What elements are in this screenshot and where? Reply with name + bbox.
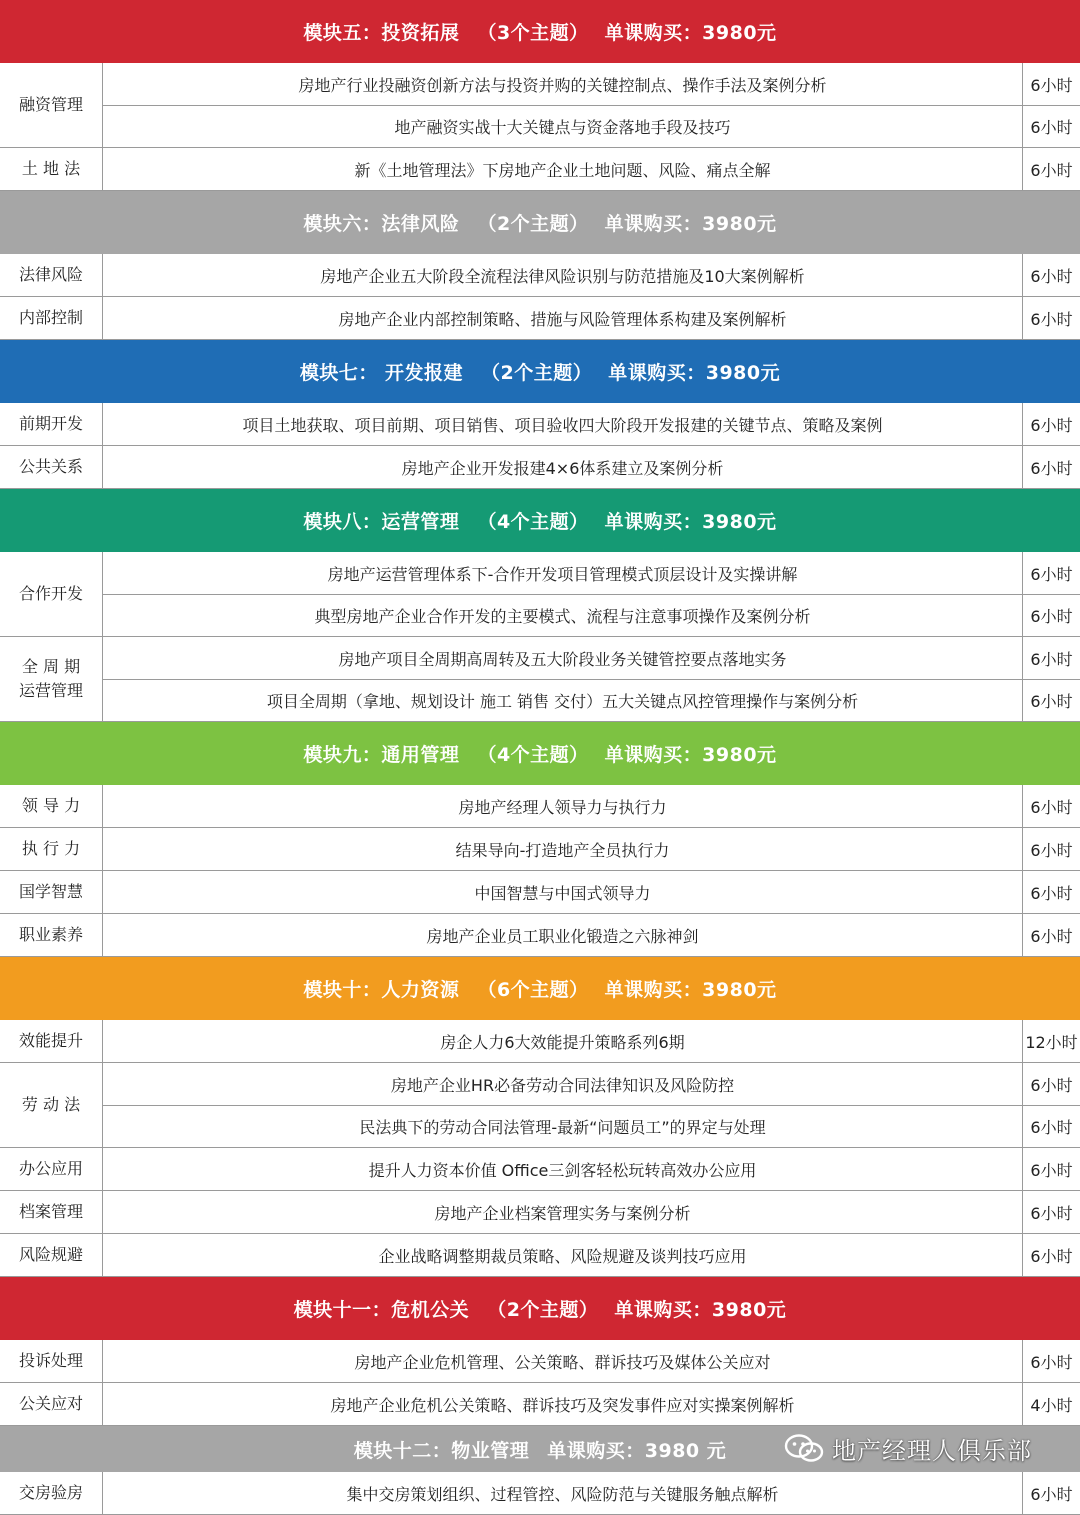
table-row (103, 1148, 1080, 1190)
group-label: 融资管理 (0, 63, 103, 147)
course-topic: 房企人力6大效能提升策略系列6期 (103, 1020, 1023, 1062)
module-title: 模块十一：危机公关 (293, 1299, 470, 1321)
course-topic: 房地产企业五大阶段全流程法律风险识别与防范措施及10大案例解析 (103, 254, 1023, 296)
course-topic: 房地产经理人领导力与执行力 (103, 785, 1023, 827)
course-group (0, 1234, 1080, 1277)
module-topic-count: （6个主题） (477, 979, 589, 1001)
module-header (0, 0, 1080, 63)
module-title: 模块五：投资拓展 (303, 22, 460, 44)
table-row (103, 594, 1080, 636)
group-label: 国学智慧 (0, 871, 103, 913)
group-label: 效能提升 (0, 1020, 103, 1062)
course-topic: 提升人力资本价值 Office三剑客轻松玩转高效办公应用 (103, 1148, 1023, 1190)
course-hours: 6小时 (1030, 1246, 1073, 1266)
module-topic-count: （3个主题） (477, 22, 589, 44)
group-rows (103, 254, 1080, 296)
module-price: 单课购买：3980 元 (547, 1439, 727, 1462)
course-hours: 6小时 (1030, 564, 1073, 584)
table-row (103, 1383, 1080, 1425)
course-topic: 房地产企业内部控制策略、措施与风险管理体系构建及案例解析 (103, 297, 1023, 339)
group-rows (103, 446, 1080, 488)
module-header (0, 1277, 1080, 1340)
table-row (103, 828, 1080, 870)
course-hours: 6小时 (1030, 649, 1073, 669)
module-price: 单课购买：3980元 (604, 213, 777, 235)
group-rows (103, 785, 1080, 827)
course-group (0, 1340, 1080, 1383)
group-label: 公共关系 (0, 446, 103, 488)
course-topic: 结果导向-打造地产全员执行力 (103, 828, 1023, 870)
group-label: 内部控制 (0, 297, 103, 339)
group-rows (103, 297, 1080, 339)
course-topic: 房地产企业员工职业化锻造之六脉神剑 (103, 914, 1023, 956)
table-row (103, 914, 1080, 956)
course-topic: 新《土地管理法》下房地产企业土地问题、风险、痛点全解 (103, 148, 1023, 190)
course-topic: 房地产项目全周期高周转及五大阶段业务关键管控要点落地实务 (103, 637, 1023, 679)
course-group (0, 637, 1080, 722)
course-topic: 房地产运营管理体系下-合作开发项目管理模式顶层设计及实操讲解 (103, 552, 1023, 594)
group-rows (103, 637, 1080, 721)
group-rows (103, 148, 1080, 190)
course-group (0, 1383, 1080, 1426)
course-group (0, 1020, 1080, 1063)
group-label: 公关应对 (0, 1383, 103, 1425)
course-hours: 12小时 (1025, 1032, 1078, 1052)
group-rows (103, 1191, 1080, 1233)
table-row (103, 1340, 1080, 1382)
table-row (103, 785, 1080, 827)
table-row (103, 1472, 1080, 1514)
course-topic: 项目全周期（拿地、规划设计 施工 销售 交付）五大关键点风控管理操作与案例分析 (103, 680, 1023, 721)
course-hours: 6小时 (1030, 458, 1073, 478)
table-row (103, 1063, 1080, 1105)
group-rows (103, 1234, 1080, 1276)
module-header (0, 722, 1080, 785)
module-price: 单课购买：3980元 (614, 1299, 787, 1321)
course-hours: 6小时 (1030, 75, 1073, 95)
course-hours: 6小时 (1030, 118, 1073, 137)
table-row (103, 637, 1080, 679)
course-group (0, 1191, 1080, 1234)
group-label: 劳 动 法 (0, 1063, 103, 1147)
course-group (0, 63, 1080, 148)
group-rows (103, 552, 1080, 636)
group-rows (103, 1472, 1080, 1514)
course-group (0, 403, 1080, 446)
module-topic-count: （2个主题） (481, 362, 593, 384)
course-group (0, 552, 1080, 637)
course-topic: 房地产企业HR必备劳动合同法律知识及风险防控 (103, 1063, 1023, 1105)
module-topic-count: （4个主题） (477, 744, 589, 766)
course-topic: 房地产企业开发报建4×6体系建立及案例分析 (103, 446, 1023, 488)
table-row (103, 552, 1080, 594)
group-label (0, 637, 103, 721)
group-label: 领 导 力 (0, 785, 103, 827)
course-group (0, 828, 1080, 871)
course-group (0, 785, 1080, 828)
course-hours: 6小时 (1030, 883, 1073, 903)
course-group (0, 1472, 1080, 1515)
course-hours: 6小时 (1030, 1203, 1073, 1223)
group-rows (103, 828, 1080, 870)
table-row (103, 297, 1080, 339)
course-group (0, 148, 1080, 191)
course-group (0, 914, 1080, 957)
group-rows (103, 1020, 1080, 1062)
group-rows (103, 914, 1080, 956)
course-hours: 6小时 (1030, 1075, 1073, 1095)
course-group (0, 446, 1080, 489)
module-title: 模块八：运营管理 (303, 511, 460, 533)
module-header (0, 957, 1080, 1020)
course-hours: 6小时 (1030, 1118, 1073, 1137)
course-group (0, 254, 1080, 297)
module-header (0, 340, 1080, 403)
course-topic: 中国智慧与中国式领导力 (103, 871, 1023, 913)
course-hours: 6小时 (1030, 309, 1073, 329)
course-topic: 民法典下的劳动合同法管理-最新“问题员工”的界定与处理 (103, 1106, 1023, 1147)
wechat-icon (784, 1433, 824, 1465)
group-label: 职业素养 (0, 914, 103, 956)
module-title: 模块七： 开发报建 (299, 362, 463, 384)
course-hours: 6小时 (1030, 797, 1073, 817)
module-title: 模块六：法律风险 (303, 213, 460, 235)
watermark (784, 1431, 1032, 1466)
course-group (0, 297, 1080, 340)
course-hours: 6小时 (1030, 415, 1073, 435)
course-topic: 房地产企业危机管理、公关策略、群诉技巧及媒体公关应对 (103, 1340, 1023, 1382)
group-label: 投诉处理 (0, 1340, 103, 1382)
module-title: 模块十二：物业管理 (353, 1439, 530, 1462)
group-label: 执 行 力 (0, 828, 103, 870)
course-hours: 6小时 (1030, 1484, 1073, 1504)
table-row (103, 1020, 1080, 1062)
course-topic: 典型房地产企业合作开发的主要模式、流程与注意事项操作及案例分析 (103, 595, 1023, 636)
group-rows (103, 403, 1080, 445)
table-row (103, 403, 1080, 445)
course-hours: 6小时 (1030, 926, 1073, 946)
course-topic: 房地产行业投融资创新方法与投资并购的关键控制点、操作手法及案例分析 (103, 63, 1023, 105)
table-row (103, 446, 1080, 488)
table-row (103, 1191, 1080, 1233)
group-label: 风险规避 (0, 1234, 103, 1276)
module-header (0, 489, 1080, 552)
group-label: 前期开发 (0, 403, 103, 445)
module-header (0, 191, 1080, 254)
group-rows (103, 1340, 1080, 1382)
course-hours: 6小时 (1030, 1160, 1073, 1180)
course-hours: 6小时 (1030, 840, 1073, 860)
group-label: 法律风险 (0, 254, 103, 296)
group-label: 土 地 法 (0, 148, 103, 190)
table-row (103, 1234, 1080, 1276)
group-label: 办公应用 (0, 1148, 103, 1190)
course-topic: 房地产企业档案管理实务与案例分析 (103, 1191, 1023, 1233)
group-rows (103, 1063, 1080, 1147)
module-price: 单课购买：3980元 (604, 744, 777, 766)
course-topic: 企业战略调整期裁员策略、风险规避及谈判技巧应用 (103, 1234, 1023, 1276)
module-title: 模块十：人力资源 (303, 979, 460, 1001)
course-group (0, 871, 1080, 914)
course-group (0, 1063, 1080, 1148)
watermark-text: 地产经理人俱乐部 (832, 1437, 1032, 1465)
module-price: 单课购买：3980元 (604, 22, 777, 44)
table-row (103, 871, 1080, 913)
course-hours: 6小时 (1030, 266, 1073, 286)
course-topic: 房地产企业危机公关策略、群诉技巧及突发事件应对实操案例解析 (103, 1383, 1023, 1425)
course-hours: 6小时 (1030, 607, 1073, 626)
course-topic: 集中交房策划组织、过程管控、风险防范与关键服务触点解析 (103, 1472, 1023, 1514)
course-hours: 6小时 (1030, 1352, 1073, 1372)
table-row (103, 148, 1080, 190)
module-price: 单课购买：3980元 (604, 511, 777, 533)
table-row (103, 679, 1080, 721)
table-row (103, 254, 1080, 296)
module-topic-count: （2个主题） (477, 213, 589, 235)
module-title: 模块九：通用管理 (303, 744, 460, 766)
course-group (0, 1148, 1080, 1191)
group-label: 合作开发 (0, 552, 103, 636)
course-hours: 6小时 (1030, 160, 1073, 180)
group-label: 交房验房 (0, 1472, 103, 1514)
table-row (103, 1105, 1080, 1147)
module-price: 单课购买：3980元 (608, 362, 781, 384)
module-topic-count: （2个主题） (487, 1299, 599, 1321)
group-rows (103, 871, 1080, 913)
course-topic: 地产融资实战十大关键点与资金落地手段及技巧 (103, 106, 1023, 147)
table-row (103, 63, 1080, 105)
course-hours: 4小时 (1030, 1395, 1073, 1415)
module-price: 单课购买：3980元 (604, 979, 777, 1001)
course-hours: 6小时 (1030, 692, 1073, 711)
group-label: 档案管理 (0, 1191, 103, 1233)
course-topic: 项目土地获取、项目前期、项目销售、项目验收四大阶段开发报建的关键节点、策略及案例 (103, 403, 1023, 445)
group-rows (103, 1148, 1080, 1190)
module-topic-count: （4个主题） (477, 511, 589, 533)
group-rows (103, 63, 1080, 147)
table-row (103, 105, 1080, 147)
group-rows (103, 1383, 1080, 1425)
group-label-text: 全 周 期 运营管理 (18, 657, 83, 700)
